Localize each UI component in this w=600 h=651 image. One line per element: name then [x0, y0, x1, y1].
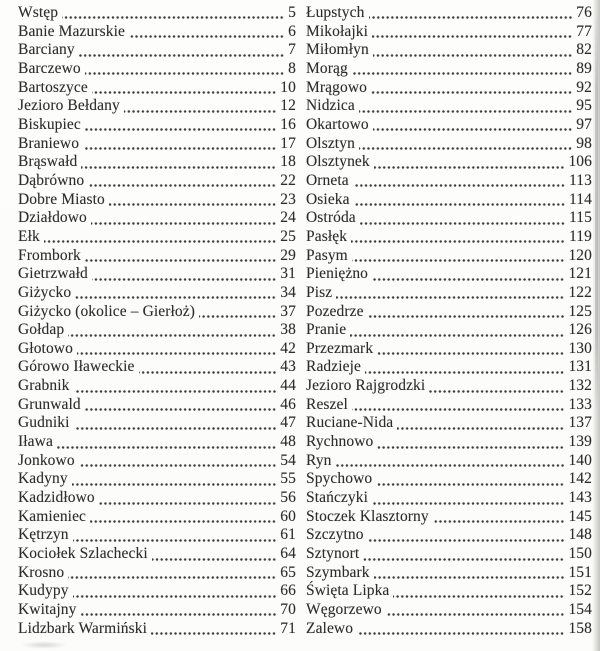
- dot-leader: [433, 508, 565, 527]
- entry-page-number: 64: [280, 545, 296, 563]
- dot-leader: [83, 135, 276, 154]
- dot-leader: [393, 582, 564, 601]
- toc-entry: [306, 209, 592, 228]
- entry-title: Jezioro Rajgrodzki: [306, 377, 426, 395]
- entry-page-number: 130: [568, 339, 592, 357]
- toc-entry: [306, 377, 592, 396]
- toc-entry: [18, 97, 296, 116]
- toc-entry: [306, 284, 592, 303]
- dot-leader: [350, 321, 564, 340]
- entry-title: Braniewo: [18, 134, 80, 152]
- toc-entry: [18, 489, 296, 508]
- entry-title: Ryn: [306, 451, 332, 469]
- entry-page-number: 76: [576, 4, 592, 21]
- entry-page-number: 46: [280, 395, 296, 413]
- dot-leader: [373, 116, 573, 135]
- entry-page-number: 95: [576, 97, 592, 115]
- dot-leader: [336, 284, 564, 303]
- entry-title: Frombork: [18, 246, 81, 264]
- toc-entry: [306, 396, 592, 415]
- dot-leader: [79, 452, 277, 471]
- entry-page-number: 29: [280, 246, 296, 264]
- toc-entry: [18, 247, 296, 266]
- entry-title: Sztynort: [306, 545, 360, 563]
- entry-title: Wstęp: [18, 4, 59, 21]
- entry-page-number: 152: [568, 582, 592, 600]
- entry-page-number: 142: [568, 470, 592, 488]
- toc-entry: [18, 303, 296, 322]
- toc-entry: [18, 545, 296, 564]
- toc-entry: [306, 340, 592, 359]
- entry-title: Pasłęk: [306, 227, 348, 245]
- dot-leader: [85, 396, 277, 415]
- dot-leader: [57, 433, 276, 452]
- entry-title: Szymbark: [306, 563, 370, 581]
- dot-leader: [139, 358, 277, 377]
- dot-leader: [74, 414, 277, 433]
- toc-column-right: [306, 4, 592, 638]
- toc-entry: [306, 228, 592, 247]
- entry-title: Mrągowo: [306, 78, 367, 96]
- dot-leader: [109, 191, 276, 210]
- entry-page-number: 145: [568, 507, 592, 525]
- entry-title: Stańczyki: [306, 489, 369, 507]
- entry-page-number: 6: [288, 22, 296, 40]
- entry-page-number: 92: [576, 78, 592, 96]
- entry-title: Spychowo: [306, 470, 373, 488]
- dot-leader: [360, 209, 565, 228]
- entry-title: Kadyny: [18, 470, 68, 488]
- entry-title: Miłomłyn: [306, 41, 369, 59]
- entry-title: Gudniki: [18, 414, 70, 432]
- toc-entry: [18, 340, 296, 359]
- toc-entry: [18, 414, 296, 433]
- entry-page-number: 150: [568, 545, 592, 563]
- toc-entry: [306, 265, 592, 284]
- toc-entry: [18, 284, 296, 303]
- entry-title: Rychnowo: [306, 433, 374, 451]
- toc-entry: [18, 60, 296, 79]
- toc-entry: [18, 564, 296, 583]
- entry-title: Stoczek Klasztorny: [306, 507, 429, 525]
- entry-page-number: 10: [280, 78, 296, 96]
- dot-leader: [85, 247, 276, 266]
- toc-entry: [306, 508, 592, 527]
- toc-entry: [18, 116, 296, 135]
- dot-leader: [372, 265, 564, 284]
- entry-title: Morąg: [306, 59, 348, 77]
- entry-title: Barczewo: [18, 59, 81, 77]
- toc-entry: [306, 564, 592, 583]
- entry-title: Przezmark: [306, 339, 374, 357]
- toc-entry: [18, 582, 296, 601]
- entry-title: Węgorzewo: [306, 601, 382, 618]
- toc-entry: [18, 209, 296, 228]
- dot-leader: [92, 79, 276, 98]
- entry-page-number: 37: [280, 302, 296, 320]
- entry-page-number: 24: [280, 209, 296, 227]
- entry-page-number: 34: [280, 283, 296, 301]
- entry-page-number: 23: [280, 190, 296, 208]
- dot-leader: [90, 508, 276, 527]
- entry-page-number: 121: [568, 265, 592, 283]
- toc-entry: [18, 601, 296, 620]
- entry-title: Kamieniec: [18, 507, 87, 525]
- dot-leader: [85, 116, 276, 135]
- entry-page-number: 47: [280, 414, 296, 432]
- entry-title: Olsztyn: [306, 134, 355, 152]
- entry-title: Pisz: [306, 283, 333, 301]
- entry-title: Głotowo: [18, 339, 73, 357]
- entry-page-number: 5: [288, 4, 296, 21]
- dot-leader: [374, 153, 565, 172]
- entry-page-number: 148: [568, 526, 592, 544]
- entry-page-number: 106: [568, 153, 592, 171]
- toc-column-left: [18, 4, 296, 638]
- dot-leader: [372, 489, 564, 508]
- dot-leader: [73, 582, 277, 601]
- dot-leader: [62, 4, 284, 23]
- dot-leader: [352, 396, 565, 415]
- dot-leader: [365, 358, 564, 377]
- entry-page-number: 38: [280, 321, 296, 339]
- entry-page-number: 55: [280, 470, 296, 488]
- toc-entry: [18, 526, 296, 545]
- entry-page-number: 126: [568, 321, 592, 339]
- dot-leader: [85, 60, 284, 79]
- toc-entry: [306, 172, 592, 191]
- dot-leader: [81, 153, 276, 172]
- dot-leader: [44, 228, 276, 247]
- toc-entry: [306, 470, 592, 489]
- toc-entry: [306, 247, 592, 266]
- entry-title: Radzieje: [306, 358, 362, 376]
- dot-leader: [75, 284, 276, 303]
- entry-page-number: 89: [576, 59, 592, 77]
- entry-title: Szczytno: [306, 526, 364, 544]
- entry-page-number: 140: [568, 451, 592, 469]
- dot-leader: [352, 60, 572, 79]
- toc-entry: [18, 358, 296, 377]
- toc-entry: [306, 489, 592, 508]
- toc-entry: [306, 526, 592, 545]
- toc-entry: [18, 620, 296, 639]
- entry-title: Działdowo: [18, 209, 87, 227]
- toc-entry: [18, 470, 296, 489]
- dot-leader: [99, 489, 277, 508]
- entry-page-number: 131: [568, 358, 592, 376]
- entry-title: Święta Lipka: [306, 582, 390, 600]
- entry-page-number: 113: [569, 171, 592, 189]
- toc-entry: [306, 582, 592, 601]
- toc-entry: [18, 23, 296, 42]
- entry-page-number: 65: [280, 563, 296, 581]
- toc-entry: [306, 116, 592, 135]
- dot-leader: [363, 545, 564, 564]
- entry-page-number: 61: [280, 526, 296, 544]
- toc-entry: [306, 620, 592, 639]
- dot-leader: [357, 620, 564, 639]
- entry-page-number: 66: [280, 582, 296, 600]
- entry-page-number: 133: [568, 395, 592, 413]
- entry-title: Brąswałd: [18, 153, 78, 171]
- entry-title: Zalewo: [306, 619, 354, 637]
- entry-page-number: 158: [568, 619, 592, 637]
- toc-entry: [306, 60, 592, 79]
- entry-title: Nidzica: [306, 97, 355, 115]
- entry-page-number: 43: [280, 358, 296, 376]
- dot-leader: [124, 97, 277, 116]
- entry-title: Bartoszyce: [18, 78, 88, 96]
- entry-page-number: 82: [576, 41, 592, 59]
- toc-entry: [306, 433, 592, 452]
- toc-entry: [306, 41, 592, 60]
- toc-entry: [18, 172, 296, 191]
- dot-leader: [386, 601, 565, 620]
- entry-title: Pasym: [306, 246, 348, 264]
- entry-title: Dobre Miasto: [18, 190, 105, 208]
- scan-smudge: [20, 641, 68, 649]
- entry-page-number: 119: [569, 227, 592, 245]
- entry-title: Kadzidłowo: [18, 489, 95, 507]
- dot-leader: [368, 303, 565, 322]
- entry-title: Dąbrówno: [18, 171, 85, 189]
- toc-entry: [18, 228, 296, 247]
- entry-page-number: 132: [568, 377, 592, 395]
- entry-page-number: 25: [280, 227, 296, 245]
- toc-entry: [18, 508, 296, 527]
- toc-entry: [306, 545, 592, 564]
- dot-leader: [429, 377, 564, 396]
- toc-entry: [18, 396, 296, 415]
- toc-entry: [306, 358, 592, 377]
- toc-entry: [306, 414, 592, 433]
- entry-title: Grunwald: [18, 395, 81, 413]
- entry-title: Górowo Iławeckie: [18, 358, 135, 376]
- entry-title: Kwitajny: [18, 601, 77, 618]
- entry-page-number: 70: [280, 601, 296, 618]
- entry-page-number: 125: [568, 302, 592, 320]
- dot-leader: [376, 470, 564, 489]
- toc-entry: [306, 23, 592, 42]
- toc-entry: [18, 452, 296, 471]
- dot-leader: [73, 526, 277, 545]
- entry-title: Jezioro Bełdany: [18, 97, 120, 115]
- dot-leader: [151, 620, 276, 639]
- entry-title: Okartowo: [306, 115, 369, 133]
- entry-title: Łupstych: [306, 4, 365, 21]
- toc-entry: [306, 601, 592, 620]
- entry-title: Gietrzwałd: [18, 265, 88, 283]
- entry-page-number: 137: [568, 414, 592, 432]
- entry-page-number: 97: [576, 115, 592, 133]
- entry-title: Kociołek Szlachecki: [18, 545, 148, 563]
- toc-entry: [18, 191, 296, 210]
- entry-page-number: 44: [280, 377, 296, 395]
- entry-title: Krosno: [18, 563, 65, 581]
- dot-leader: [79, 41, 284, 60]
- entry-page-number: 143: [568, 489, 592, 507]
- toc-entry: [18, 377, 296, 396]
- dot-leader: [199, 303, 276, 322]
- entry-title: Ełk: [18, 227, 40, 245]
- toc-entry: [306, 153, 592, 172]
- toc-entry: [306, 4, 592, 23]
- entry-page-number: 60: [280, 507, 296, 525]
- dot-leader: [353, 172, 565, 191]
- entry-page-number: 31: [280, 265, 296, 283]
- entry-title: Pranie: [306, 321, 347, 339]
- toc-entry: [306, 135, 592, 154]
- dot-leader: [368, 526, 565, 545]
- entry-page-number: 17: [280, 134, 296, 152]
- entry-page-number: 22: [280, 171, 296, 189]
- entry-page-number: 98: [576, 134, 592, 152]
- dot-leader: [336, 452, 565, 471]
- entry-page-number: 151: [568, 563, 592, 581]
- dot-leader: [91, 209, 276, 228]
- toc-entry: [18, 153, 296, 172]
- entry-title: Osieka: [306, 190, 350, 208]
- entry-title: Iława: [18, 433, 53, 451]
- entry-title: Ruciane-Nida: [306, 414, 394, 432]
- dot-leader: [377, 340, 564, 359]
- toc-entry: [18, 321, 296, 340]
- dot-leader: [351, 228, 565, 247]
- dot-leader: [377, 433, 564, 452]
- dot-leader: [77, 340, 276, 359]
- dot-leader: [152, 545, 277, 564]
- toc-entry: [18, 79, 296, 98]
- toc-entry: [306, 321, 592, 340]
- entry-title: Kętrzyn: [18, 526, 69, 544]
- entry-page-number: 115: [569, 209, 592, 227]
- toc-entry: [18, 265, 296, 284]
- entry-page-number: 16: [280, 115, 296, 133]
- toc-entry: [18, 433, 296, 452]
- dot-leader: [354, 191, 565, 210]
- entry-title: Banie Mazurskie: [18, 22, 125, 40]
- entry-title: Giżycko (okolice – Gierłoż): [18, 302, 196, 320]
- dot-leader: [372, 23, 572, 42]
- entry-page-number: 56: [280, 489, 296, 507]
- entry-title: Gołdap: [18, 321, 65, 339]
- dot-leader: [359, 97, 572, 116]
- dot-leader: [88, 172, 276, 191]
- dot-leader: [74, 377, 277, 396]
- entry-title: Pozedrze: [306, 302, 364, 320]
- entry-title: Kudypy: [18, 582, 69, 600]
- entry-title: Reszel: [306, 395, 348, 413]
- entry-page-number: 48: [280, 433, 296, 451]
- entry-page-number: 7: [288, 41, 296, 59]
- dot-leader: [373, 41, 572, 60]
- entry-page-number: 18: [280, 153, 296, 171]
- entry-title: Orneta: [306, 171, 349, 189]
- dot-leader: [371, 79, 572, 98]
- entry-page-number: 8: [288, 59, 296, 77]
- toc-entry: [306, 452, 592, 471]
- dot-leader: [68, 564, 276, 583]
- entry-page-number: 120: [568, 246, 592, 264]
- entry-title: Lidzbark Warmiński: [18, 619, 147, 637]
- entry-page-number: 154: [568, 601, 592, 618]
- entry-title: Biskupiec: [18, 115, 81, 133]
- toc-entry: [18, 135, 296, 154]
- entry-title: Grabnik: [18, 377, 70, 395]
- dot-leader: [72, 470, 277, 489]
- entry-title: Ostróda: [306, 209, 356, 227]
- dot-leader: [352, 247, 565, 266]
- toc-entry: [18, 4, 296, 23]
- entry-title: Jonkowo: [18, 451, 75, 469]
- dot-leader: [68, 321, 276, 340]
- dot-leader: [359, 135, 572, 154]
- toc-entry: [306, 79, 592, 98]
- entry-page-number: 77: [576, 22, 592, 40]
- entry-page-number: 139: [568, 433, 592, 451]
- dot-leader: [374, 564, 565, 583]
- entry-title: Pieniężno: [306, 265, 369, 283]
- entry-page-number: 122: [568, 283, 592, 301]
- dot-leader: [397, 414, 564, 433]
- dot-leader: [81, 601, 277, 620]
- dot-leader: [92, 265, 276, 284]
- toc-entry: [306, 303, 592, 322]
- entry-page-number: 54: [280, 451, 296, 469]
- entry-page-number: 12: [280, 97, 296, 115]
- entry-title: Barciany: [18, 41, 75, 59]
- toc-entry: [306, 191, 592, 210]
- entry-title: Mikołajki: [306, 22, 369, 40]
- entry-page-number: 71: [280, 619, 296, 637]
- entry-title: Giżycko: [18, 283, 72, 301]
- entry-page-number: 42: [280, 339, 296, 357]
- dot-leader: [369, 4, 573, 23]
- entry-title: Olsztynek: [306, 153, 370, 171]
- toc-entry: [306, 97, 592, 116]
- toc-entry: [18, 41, 296, 60]
- entry-page-number: 114: [569, 190, 592, 208]
- dot-leader: [129, 23, 284, 42]
